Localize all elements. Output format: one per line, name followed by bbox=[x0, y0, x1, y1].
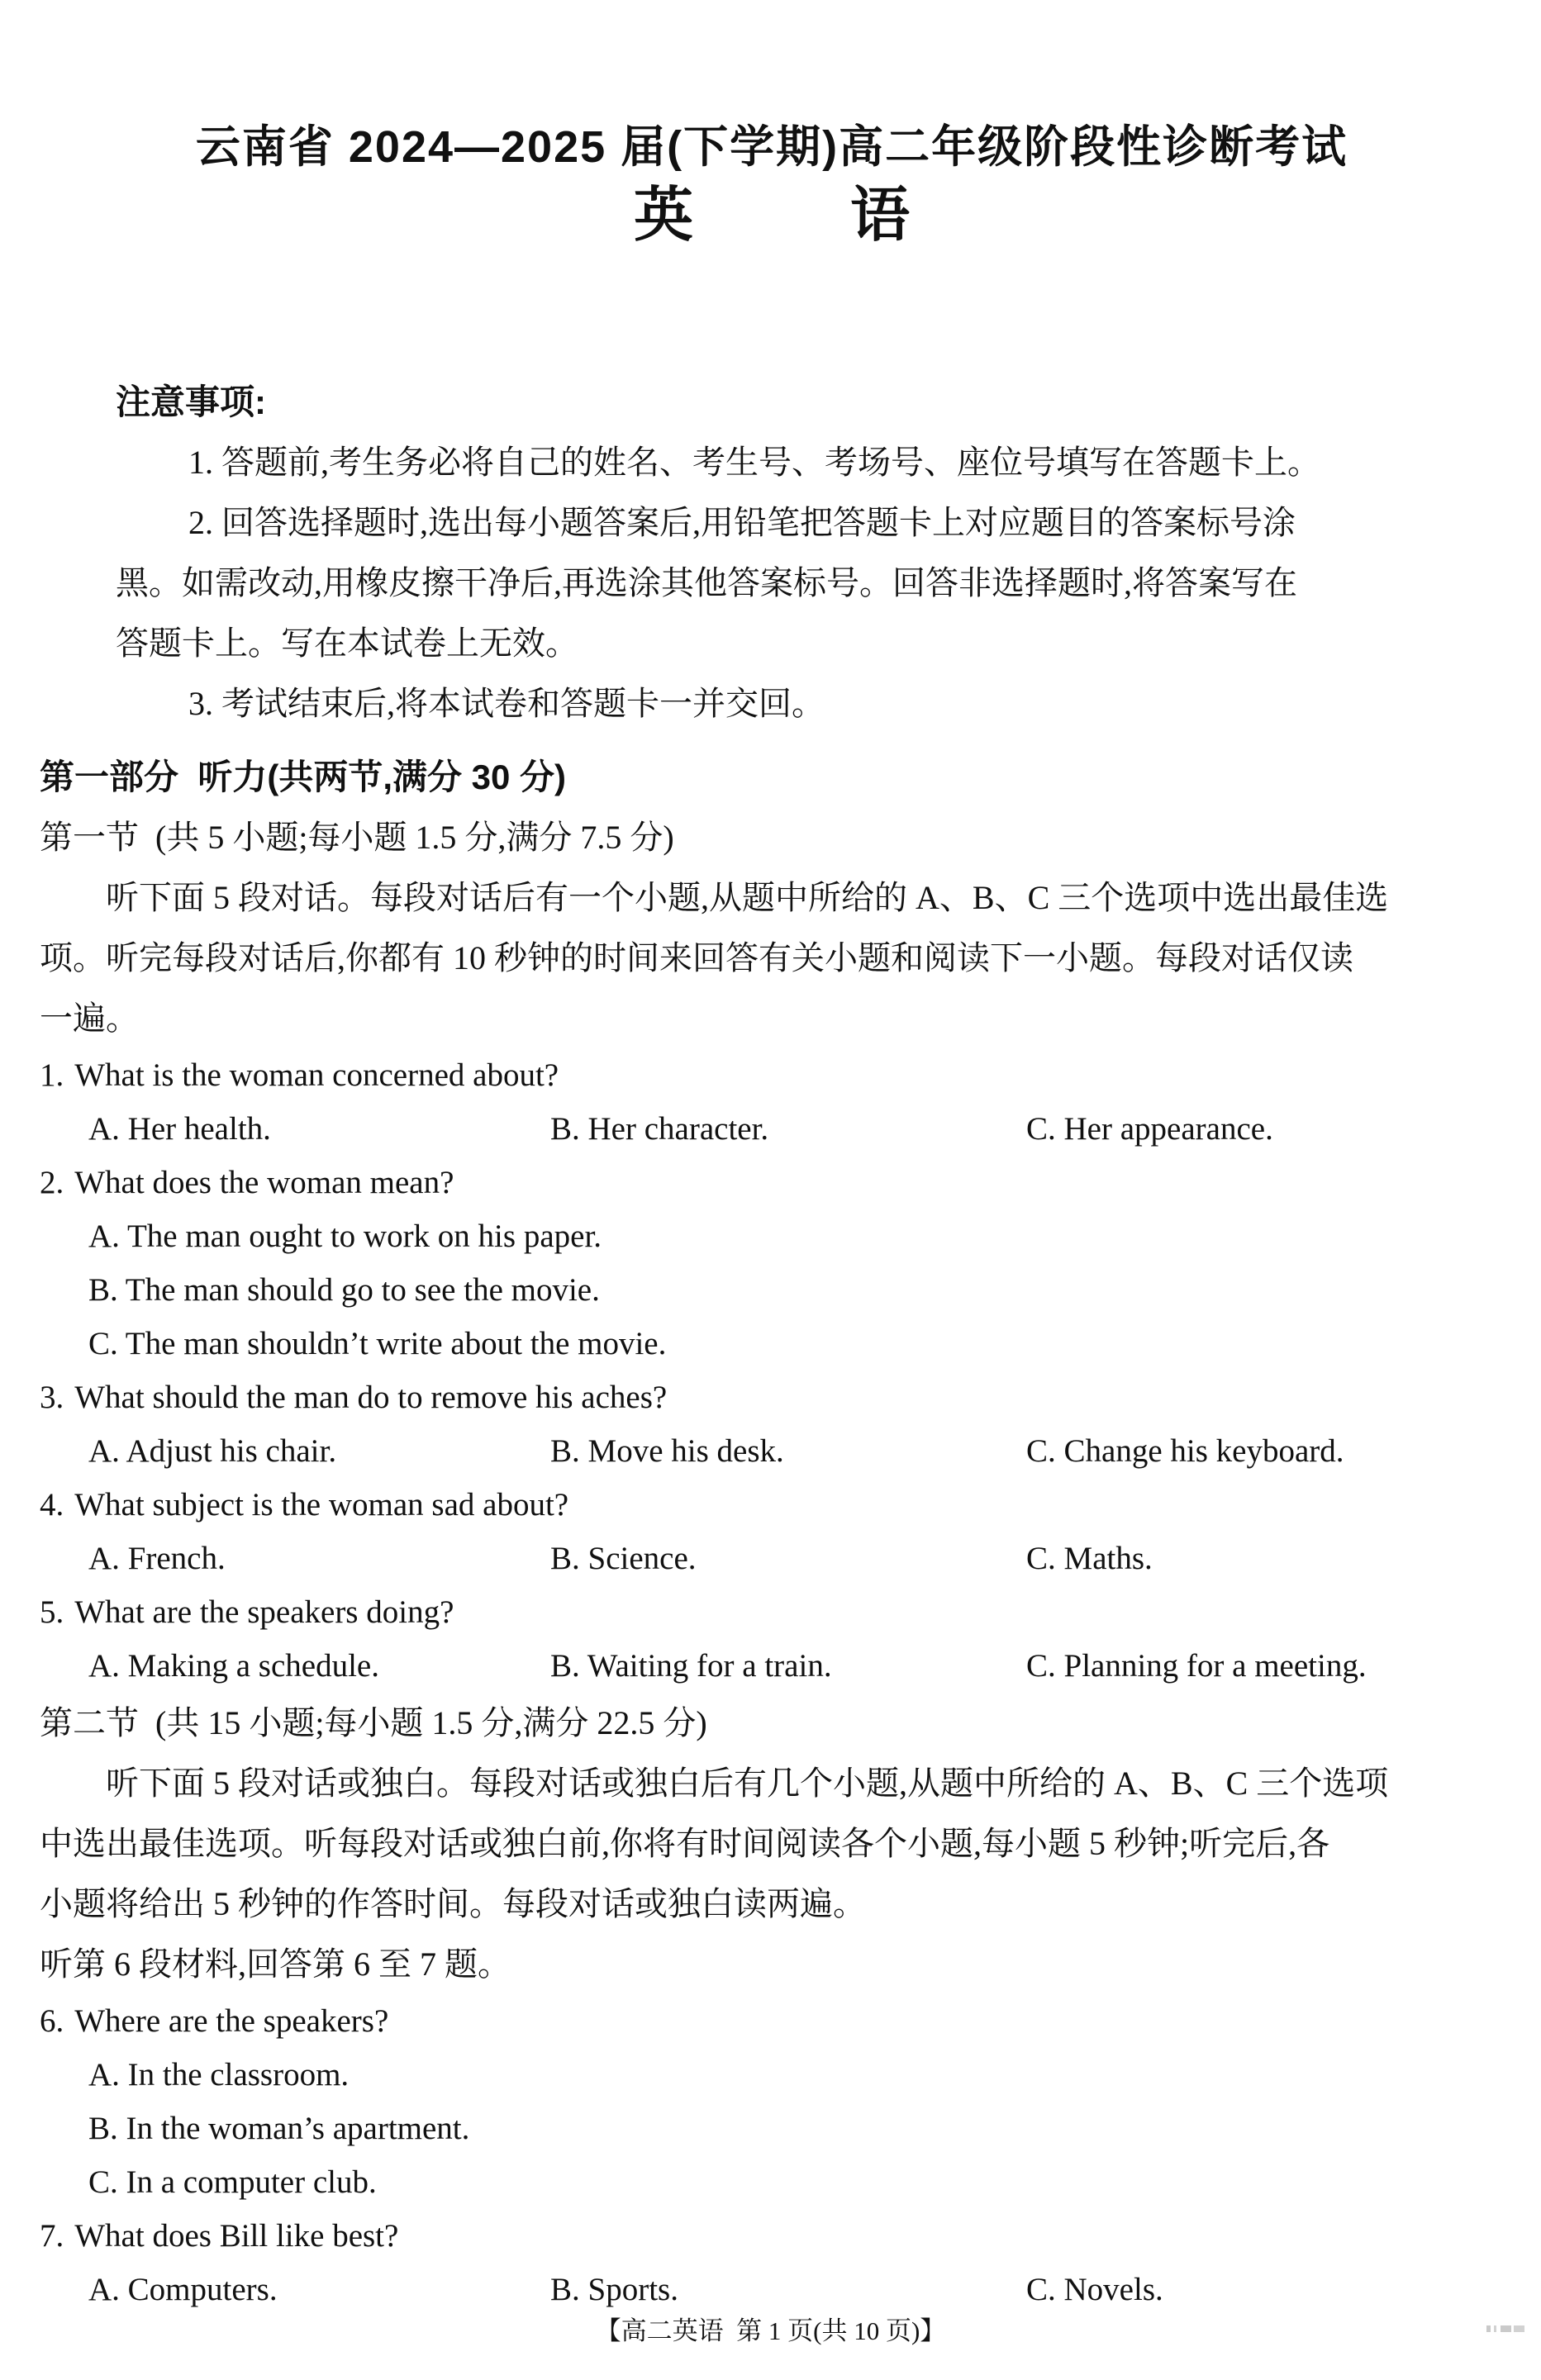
option-c: C. Her appearance. bbox=[1026, 1111, 1273, 1147]
question-3 bbox=[40, 1371, 1504, 1424]
question-2-number: 2. bbox=[40, 1165, 64, 1200]
option-c: C. Novels. bbox=[1026, 2272, 1163, 2307]
question-2-text: What does the woman mean? bbox=[74, 1165, 454, 1200]
question-7-number: 7. bbox=[40, 2218, 64, 2254]
option-c: C. Change his keyboard. bbox=[1026, 1433, 1344, 1469]
question-2-option-b: B. The man should go to see the movie. bbox=[88, 1272, 600, 1308]
question-2-option-c: C. The man shouldn’t write about the movie. bbox=[88, 1326, 667, 1361]
question-4-number: 4. bbox=[40, 1487, 64, 1523]
option-b: B. Waiting for a train. bbox=[550, 1648, 832, 1684]
page-footer: 【高二英语 第 1 页(共 10 页)】 bbox=[595, 2316, 946, 2345]
option-b: B. Science. bbox=[550, 1541, 697, 1576]
section2-instruction-line-1: 听下面 5 段对话或独白。每段对话或独白后有几个小题,从题中所给的 A、B、C 三个选项 bbox=[106, 1765, 1389, 1802]
notice-line-5: 3. 考试结束后,将本试卷和答题卡一并交回。 bbox=[188, 685, 825, 722]
question-7-text: What does Bill like best? bbox=[74, 2218, 399, 2254]
section2-instruction-line-2: 中选出最佳选项。听每段对话或独白前,你将有时间阅读各个小题,每小题 5 秒钟;听完后,各 bbox=[40, 1825, 1330, 1862]
question-6-number: 6. bbox=[40, 2003, 64, 2039]
question-7 bbox=[40, 2209, 1504, 2263]
question-6 bbox=[40, 1994, 1504, 2048]
question-1-options bbox=[40, 1102, 1504, 1156]
notice-line-2: 2. 回答选择题时,选出每小题答案后,用铅笔把答题卡上对应题目的答案标号涂 bbox=[188, 504, 1296, 541]
notice-line-4: 答题卡上。写在本试卷上无效。 bbox=[116, 625, 578, 662]
option-c: C. Maths. bbox=[1026, 1541, 1153, 1576]
question-1-number: 1. bbox=[40, 1057, 64, 1093]
option-b: B. Move his desk. bbox=[550, 1433, 784, 1469]
option-c: C. Planning for a meeting. bbox=[1026, 1648, 1367, 1684]
subject-title: 英语 bbox=[633, 183, 1067, 249]
section1-heading: 第一节 (共 5 小题;每小题 1.5 分,满分 7.5 分) bbox=[40, 819, 674, 856]
question-4-text: What subject is the woman sad about? bbox=[74, 1487, 569, 1523]
question-6-option-a: A. In the classroom. bbox=[88, 2057, 350, 2093]
notice-section bbox=[116, 372, 1504, 734]
section1-instruction-line-3: 一遍。 bbox=[40, 1000, 139, 1037]
question-1 bbox=[40, 1048, 1504, 1102]
option-a: A. Her health. bbox=[88, 1111, 271, 1147]
question-3-text: What should the man do to remove his aches? bbox=[74, 1380, 668, 1415]
section1-instruction-line-1: 听下面 5 段对话。每段对话后有一个小题,从题中所给的 A、B、C 三个选项中选出最佳选 bbox=[106, 879, 1389, 916]
question-5 bbox=[40, 1585, 1504, 1639]
option-a: A. French. bbox=[88, 1541, 226, 1576]
question-5-number: 5. bbox=[40, 1594, 64, 1630]
option-a: A. Making a schedule. bbox=[88, 1648, 379, 1684]
question-7-options bbox=[40, 2263, 1504, 2316]
question-3-options bbox=[40, 1424, 1504, 1478]
section2-heading: 第二节 (共 15 小题;每小题 1.5 分,满分 22.5 分) bbox=[40, 1704, 707, 1741]
question-6-text: Where are the speakers? bbox=[74, 2003, 389, 2039]
question-1-text: What is the woman concerned about? bbox=[74, 1057, 559, 1093]
material-note: 听第 6 段材料,回答第 6 至 7 题。 bbox=[40, 1945, 511, 1983]
question-3-number: 3. bbox=[40, 1380, 64, 1415]
question-4 bbox=[40, 1478, 1504, 1532]
option-b: B. Sports. bbox=[550, 2272, 678, 2307]
question-2 bbox=[40, 1156, 1504, 1209]
part1-heading: 第一部分 听力(共两节,满分 30 分) bbox=[40, 758, 567, 796]
section1-instruction-line-2: 项。听完每段对话后,你都有 10 秒钟的时间来回答有关小题和阅读下一小题。每段对话仅读 bbox=[40, 939, 1353, 976]
notice-line-3: 黑。如需改动,用橡皮擦干净后,再选涂其他答案标号。回答非选择题时,将答案写在 bbox=[116, 564, 1297, 601]
question-4-options bbox=[40, 1532, 1504, 1585]
notice-line-1: 1. 答题前,考生务必将自己的姓名、考生号、考场号、座位号填写在答题卡上。 bbox=[188, 444, 1320, 481]
corner-print-mark bbox=[1486, 2325, 1524, 2332]
section2-instruction-line-3: 小题将给出 5 秒钟的作答时间。每段对话或独白读两遍。 bbox=[40, 1885, 866, 1922]
notice-heading: 注意事项: bbox=[116, 382, 266, 421]
option-b: B. Her character. bbox=[550, 1111, 769, 1147]
exam-title: 云南省 2024—2025 届(下学期)高二年级阶段性诊断考试 bbox=[195, 122, 1348, 172]
option-a: A. Adjust his chair. bbox=[88, 1433, 337, 1469]
question-5-text: What are the speakers doing? bbox=[74, 1594, 454, 1630]
question-2-option-a: A. The man ought to work on his paper. bbox=[88, 1219, 602, 1254]
question-5-options bbox=[40, 1639, 1504, 1693]
question-6-option-b: B. In the woman’s apartment. bbox=[88, 2111, 470, 2146]
option-a: A. Computers. bbox=[88, 2272, 278, 2307]
question-6-option-c: C. In a computer club. bbox=[88, 2164, 377, 2200]
